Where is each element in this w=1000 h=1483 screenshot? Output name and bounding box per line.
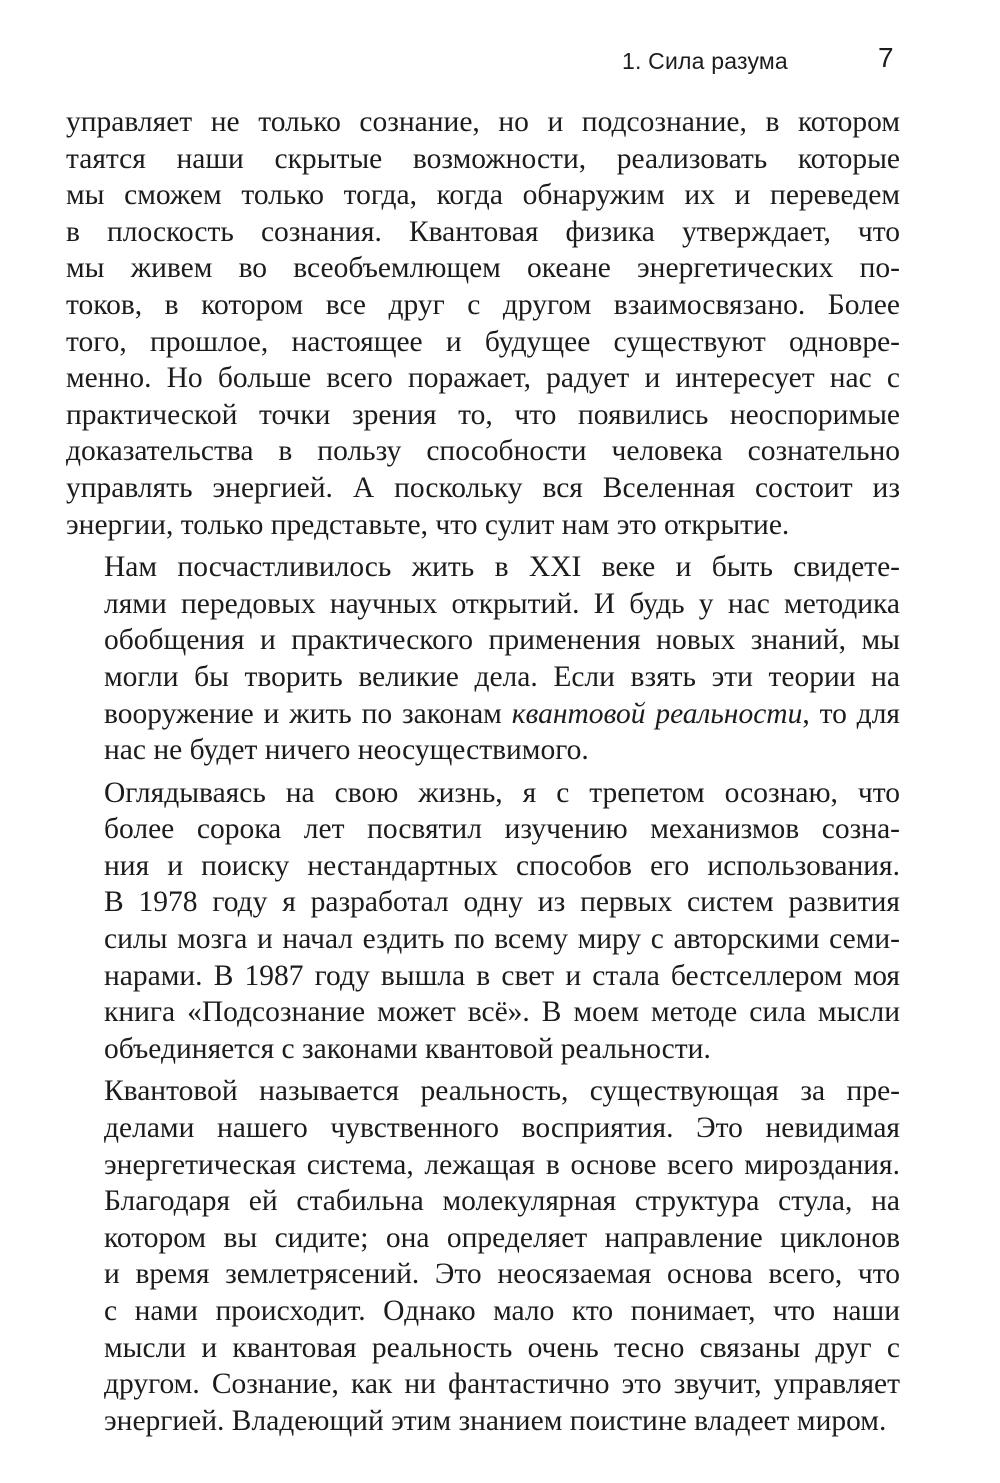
text-line: Благодаря ей стабильна молекулярная структура стула, на bbox=[104, 1185, 900, 1218]
paragraph-1 bbox=[66, 104, 900, 543]
text-line: нарами. В 1987 году вышла в свет и стала бестселлером моя bbox=[104, 959, 900, 992]
text-line-with-italic bbox=[66, 696, 900, 733]
paragraph-4 bbox=[66, 1073, 900, 1439]
paragraph-3 bbox=[66, 775, 900, 1068]
text-line: таятся наши скрытые возможности, реализовать которые bbox=[66, 142, 900, 175]
text-line: управлять энергией. А поскольку вся Вселенная состоит из bbox=[66, 471, 900, 504]
text-line: менно. Но больше всего поражает, радует и интересует нас с bbox=[66, 362, 900, 395]
text-line: мы сможем только тогда, когда обнаружим их и переведем bbox=[66, 179, 900, 212]
text-line: делами нашего чувственного восприятия. Это невидимая bbox=[104, 1112, 900, 1145]
text-line: книга «Подсознание может всё». В моем методе сила мысли bbox=[104, 996, 900, 1029]
paragraph-2 bbox=[66, 549, 900, 769]
text-line: энергии, только представьте, что сулит нам это открытие. bbox=[66, 508, 790, 541]
text-line: энергией. Владеющий этим знанием поистине владеет миром. bbox=[104, 1404, 887, 1437]
page-number: 7 bbox=[878, 42, 894, 73]
text-segment: , то для bbox=[802, 697, 900, 730]
text-line: мысли и квантовая реальность очень тесно связаны друг с bbox=[104, 1331, 900, 1364]
page-text bbox=[66, 104, 900, 1439]
text-line: более сорока лет посвятил изучению механизмов созна- bbox=[104, 813, 900, 846]
text-line: токов, в котором все друг с другом взаимосвязано. Более bbox=[66, 288, 900, 321]
text-line: нас не будет ничего неосуществимого. bbox=[104, 734, 589, 767]
text-line: и время землетрясений. Это неосязаемая основа всего, что bbox=[104, 1258, 900, 1291]
text-line: другом. Сознание, как ни фантастично это звучит, управляет bbox=[104, 1368, 900, 1401]
text-line: обобщения и практического применения новых знаний, мы bbox=[104, 624, 900, 657]
italic-term: квантовой реальности bbox=[511, 697, 803, 730]
text-line: котором вы сидите; она определяет направление циклонов bbox=[104, 1221, 900, 1254]
text-line: объединяется с законами квантовой реальности. bbox=[104, 1032, 711, 1065]
text-line: того, прошлое, настоящее и будущее существуют одновре- bbox=[66, 325, 900, 358]
text-segment: вооружение и жить по законам bbox=[104, 697, 512, 730]
text-line: Квантовой называется реальность, существующая за пре- bbox=[104, 1075, 900, 1108]
text-line: ния и поиску нестандартных способов его использования. bbox=[104, 849, 900, 882]
chapter-title: 1. Сила разума bbox=[622, 48, 788, 74]
text-line: управляет не только сознание, но и подсознание, в котором bbox=[66, 106, 900, 138]
text-line: В 1978 году я разработал одну из первых систем развития bbox=[104, 886, 900, 919]
text-line: Оглядываясь на свою жизнь, я с трепетом осознаю, что bbox=[104, 776, 900, 809]
text-line: энергетическая система, лежащая в основе всего мироздания. bbox=[104, 1148, 900, 1181]
text-line: доказательства в пользу способности человека сознательно bbox=[66, 435, 900, 468]
text-line: Нам посчастливилось жить в XXI веке и быть свидете- bbox=[104, 551, 900, 584]
text-line: могли бы творить великие дела. Если взять эти теории на bbox=[104, 660, 900, 693]
running-head bbox=[0, 42, 1000, 82]
text-line: практической точки зрения то, что появились неоспоримые bbox=[66, 398, 900, 431]
text-line: лями передовых научных открытий. И будь у нас методика bbox=[104, 587, 900, 620]
text-line: силы мозга и начал ездить по всему миру с авторскими семи- bbox=[104, 923, 900, 956]
text-line: мы живем во всеобъемлющем океане энергетических по- bbox=[66, 252, 900, 285]
text-line: с нами происходит. Однако мало кто понимает, что наши bbox=[104, 1295, 900, 1327]
text-line: в плоскость сознания. Квантовая физика утверждает, что bbox=[66, 215, 900, 248]
